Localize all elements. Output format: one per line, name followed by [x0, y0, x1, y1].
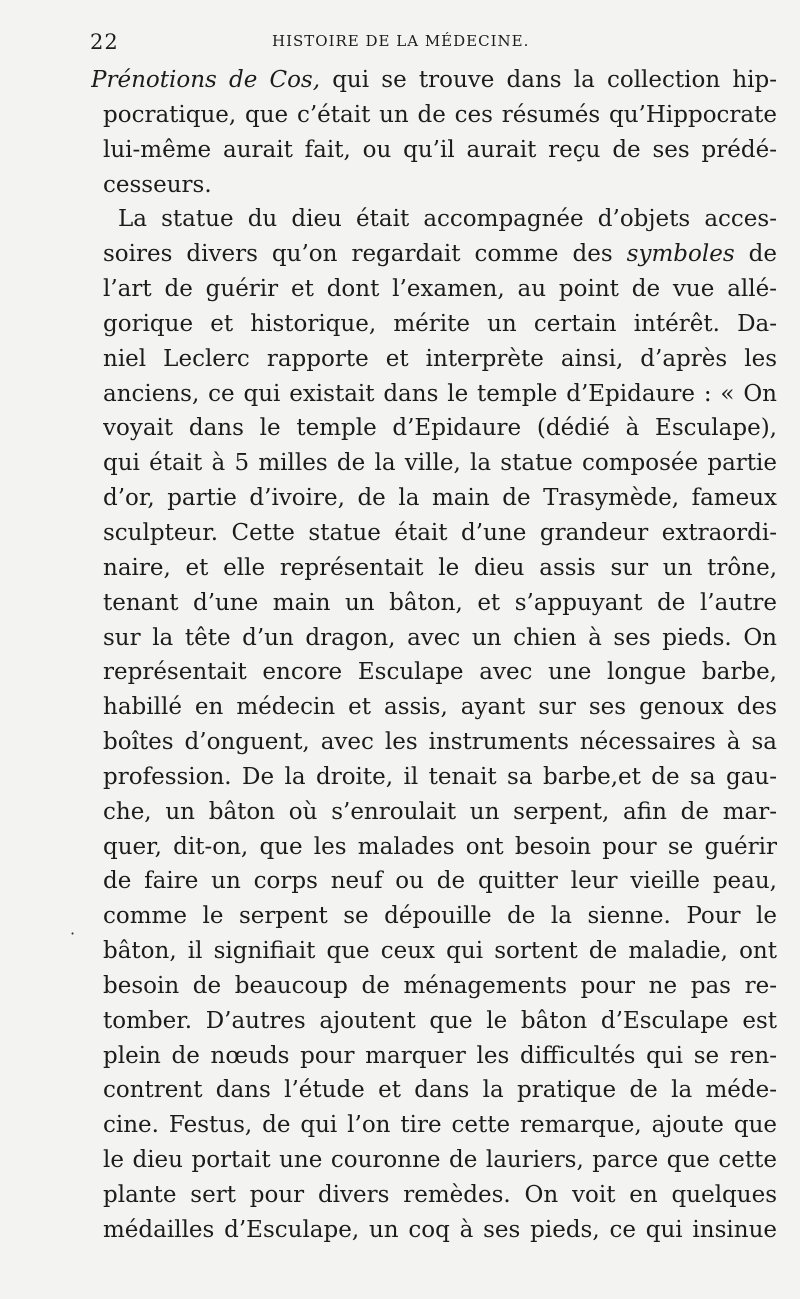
running-title: HISTOIRE DE LA MÉDECINE.: [272, 32, 530, 50]
text-line: représentait encore Esculape avec une longue barbe,: [103, 659, 777, 686]
text-line: l’art de guérir et dont l’examen, au point de vue allé-: [103, 276, 777, 303]
italic-word: symboles: [626, 241, 735, 268]
text-line: comme le serpent se dépouille de la sienne. Pour le: [103, 903, 777, 930]
text-line: Prénotions de Cos, qui se trouve dans la collection hip-: [91, 67, 777, 93]
text-line: bâton, il signifiait que ceux qui sortent de maladie, ont: [103, 938, 777, 965]
text-line: plein de nœuds pour marquer les difficultés qui se ren-: [103, 1042, 777, 1069]
body-text: [91, 63, 777, 1248]
text-line: sur la tête d’un dragon, avec un chien à ses pieds. On: [103, 624, 777, 651]
page-number: 22: [90, 30, 119, 54]
text-line: che, un bâton où s’enroulait un serpent, afin de mar-: [103, 798, 777, 825]
text-line: pocratique, que c’était un de ces résumés qu’Hippocrate: [103, 101, 777, 128]
text-line: médailles d’Esculape, un coq à ses pieds, ce qui insinue: [103, 1216, 777, 1243]
text-line: d’or, partie d’ivoire, de la main de Trasymède, fameux: [103, 485, 777, 512]
text-line: quer, dit-on, que les malades ont besoin pour se guérir: [103, 833, 777, 860]
page-header: [90, 30, 690, 54]
text-line: habillé en médecin et assis, ayant sur ses genoux des: [103, 694, 777, 721]
text-line: tomber. D’autres ajoutent que le bâton d’Esculape est: [103, 1007, 777, 1034]
text-line: soires divers qu’on regardait comme des symboles de: [103, 241, 777, 268]
text-line: anciens, ce qui existait dans le temple d’Epidaure : « On: [103, 380, 777, 407]
text-line: niel Leclerc rapporte et interprète ainsi, d’après les: [103, 345, 777, 372]
text-line: le dieu portait une couronne de lauriers, parce que cette: [103, 1147, 777, 1174]
text-line: gorique et historique, mérite un certain intérêt. Da-: [103, 310, 777, 337]
text-line: besoin de beaucoup de ménagements pour ne pas re-: [103, 972, 777, 999]
text-line: contrent dans l’étude et dans la pratique de la méde-: [103, 1077, 777, 1104]
text-line: plante sert pour divers remèdes. On voit en quelques: [103, 1182, 777, 1208]
text-line: cine. Festus, de qui l’on tire cette remarque, ajoute que: [103, 1112, 777, 1139]
text-line: cesseurs.: [103, 171, 212, 198]
text-line: de faire un corps neuf ou de quitter leur vieille peau,: [103, 868, 777, 895]
italic-title: Prénotions de Cos,: [91, 67, 321, 93]
text-line: naire, et elle représentait le dieu assis sur un trône,: [103, 554, 777, 581]
paragraph-first-line: La statue du dieu était accompagnée d’objets acces-: [118, 206, 777, 233]
text-line: sculpteur. Cette statue était d’une grandeur extraordi-: [103, 519, 777, 546]
text-line: profession. De la droite, il tenait sa barbe,et de sa gau-: [103, 763, 777, 790]
text-line: boîtes d’onguent, avec les instruments nécessaires à sa: [103, 729, 777, 756]
text-line: lui-même aurait fait, ou qu’il aurait reçu de ses prédé-: [103, 136, 777, 163]
text-line: tenant d’une main un bâton, et s’appuyant de l’autre: [103, 589, 777, 616]
text-line: voyait dans le temple d’Epidaure (dédié à Esculape),: [103, 415, 777, 442]
margin-mark: ·: [70, 924, 76, 943]
text-line: qui était à 5 milles de la ville, la statue composée partie: [103, 450, 777, 477]
